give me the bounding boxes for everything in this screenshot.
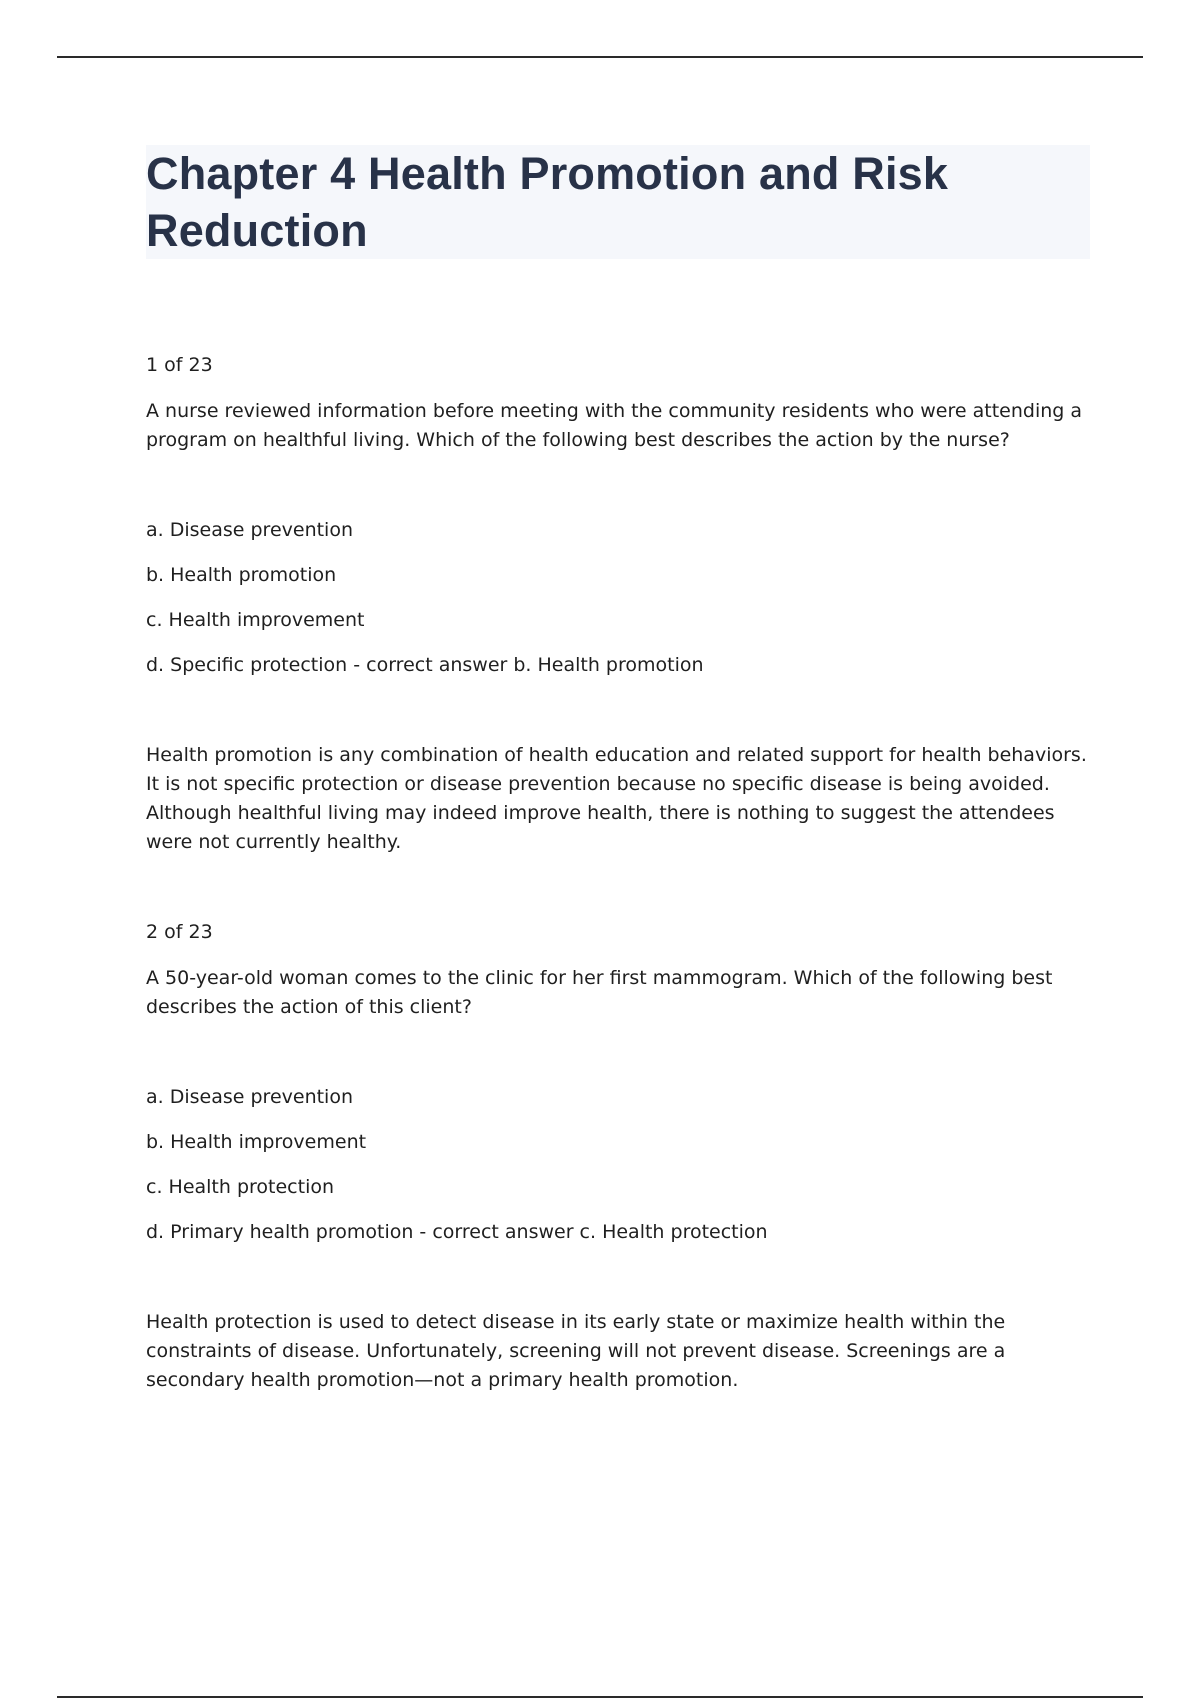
answer-option: b. Health promotion [146,564,337,586]
answer-option: a. Disease prevention [146,519,354,541]
answer-option-with-correct-answer: d. Primary health promotion - correct answer c. Health protection [146,1221,768,1243]
answer-option: b. Health improvement [146,1131,367,1153]
question-counter: 2 of 23 [146,921,213,943]
answer-explanation: Health protection is used to detect disease in its early state or maximize health within the constraints of disease. Unfortunately, screening will not prevent disease. Screenings are a secondary health promotion—not a primary health promotion. [146,1311,1006,1391]
answer-option-with-correct-answer: d. Specific protection - correct answer b. Health promotion [146,654,704,676]
document-body [146,145,1090,1456]
question-counter: 1 of 23 [146,354,213,376]
title-banner [146,145,1090,259]
question-block [146,351,1090,857]
bottom-rule [57,1696,1143,1698]
question-text: A nurse reviewed information before meeting with the community residents who were attending a program on healthful living. Which of the following best describes the action by the nurse? [146,400,1083,451]
answer-option: c. Health protection [146,1176,335,1198]
answer-explanation: Health promotion is any combination of health education and related support for health behaviors. It is not specific protection or disease prevention because no specific disease is being avoided. Although healthful living may indeed improve health, there is nothing to suggest the attendees were not currently healthy. [146,744,1087,853]
question-block [146,918,1090,1395]
question-text: A 50-year-old woman comes to the clinic for her first mammogram. Which of the following best describes the action of this client? [146,967,1053,1018]
page-title: Chapter 4 Health Promotion and Risk Reduction [146,148,949,256]
answer-option: c. Health improvement [146,609,365,631]
top-rule [57,56,1143,58]
answer-option: a. Disease prevention [146,1086,354,1108]
